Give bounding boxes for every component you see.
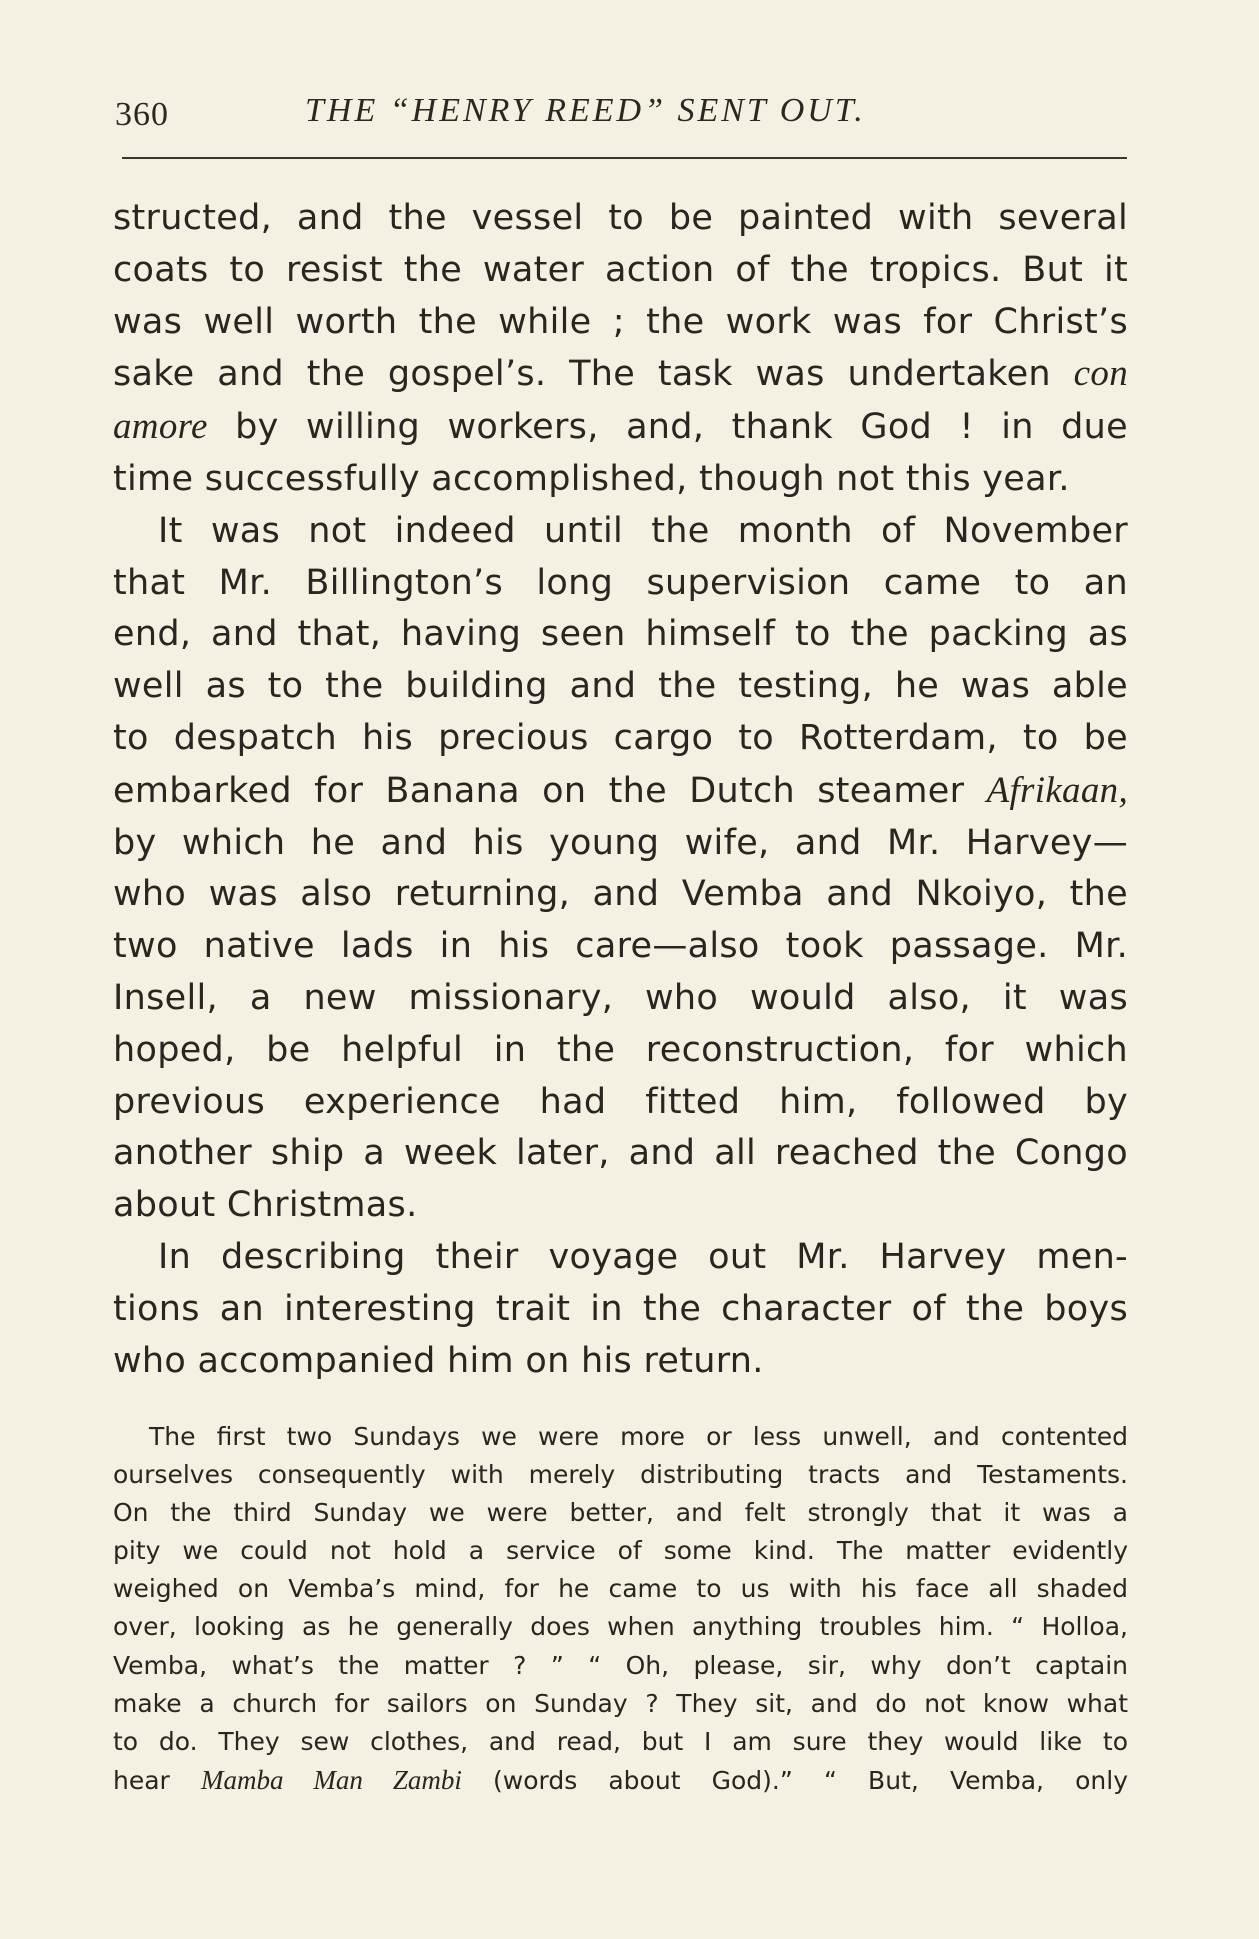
text-line: who accompanied him on his return. bbox=[113, 1340, 764, 1381]
text-line: about Christmas. bbox=[113, 1185, 418, 1226]
text-segment: hear bbox=[113, 1765, 201, 1795]
text-line bbox=[113, 765, 1128, 818]
block-quote bbox=[113, 1418, 1128, 1800]
text-line: It was not indeed until the month of November bbox=[158, 510, 1128, 551]
italic-text: con bbox=[1073, 353, 1128, 395]
text-line bbox=[113, 401, 1128, 454]
text-line: end, and that, having seen himself to the packing as bbox=[113, 614, 1128, 655]
quote-line: On the third Sunday we were better, and felt strongly that it was a bbox=[113, 1498, 1128, 1528]
text-line: was well worth the while ; the work was for Christ’s bbox=[113, 301, 1128, 342]
quote-line: to do. They sew clothes, and read, but I am sure they would like to bbox=[113, 1726, 1128, 1756]
quote-line: weighed on Vemba’s mind, for he came to us with his face all shaded bbox=[113, 1574, 1128, 1604]
italic-text: Mamba Man Zambi bbox=[200, 1764, 462, 1795]
text-segment: by willing workers, and, thank God ! in due bbox=[207, 407, 1128, 448]
text-line: In describing their voyage out Mr. Harvey men- bbox=[158, 1236, 1128, 1277]
quote-line: make a church for sailors on Sunday ? They sit, and do not know what bbox=[113, 1688, 1128, 1718]
quote-line: ourselves consequently with merely distributing tracts and Testaments. bbox=[113, 1460, 1128, 1490]
quote-line: The first two Sundays we were more or less unwell, and contented bbox=[149, 1422, 1128, 1451]
text-line: previous experience had fitted him, followed by bbox=[113, 1081, 1128, 1122]
quote-line: Vemba, what’s the matter ? ” “ Oh, please, sir, why don’t captain bbox=[113, 1650, 1128, 1680]
text-line: two native lads in his care—also took passage. Mr. bbox=[113, 926, 1128, 967]
text-line: that Mr. Billington’s long supervision came to an bbox=[113, 562, 1128, 603]
quote-line: pity we could not hold a service of some kind. The matter evidently bbox=[113, 1536, 1128, 1566]
quote-line bbox=[113, 1761, 1128, 1800]
header-rule bbox=[122, 157, 1127, 159]
text-line bbox=[113, 348, 1128, 401]
text-line: by which he and his young wife, and Mr. Harvey— bbox=[113, 822, 1128, 863]
quote-line: over, looking as he generally does when anything troubles him. “ Holloa, bbox=[113, 1612, 1128, 1642]
text-segment: (words about God).” “ But, Vemba, only bbox=[461, 1765, 1128, 1795]
text-line: Insell, a new missionary, who would also, it was bbox=[113, 977, 1128, 1018]
text-line: tions an interesting trait in the character of the boys bbox=[113, 1288, 1128, 1329]
text-line: structed, and the vessel to be painted with several bbox=[113, 198, 1128, 238]
text-line: time successfully accomplished, though not this year. bbox=[113, 458, 1070, 499]
italic-text: amore bbox=[113, 406, 208, 448]
page-number: 360 bbox=[115, 96, 169, 133]
italic-text: Afrikaan, bbox=[986, 769, 1128, 811]
text-line: another ship a week later, and all reached the Congo bbox=[113, 1133, 1128, 1174]
text-segment: sake and the gospel’s. The task was undertaken bbox=[113, 354, 1074, 395]
text-line: hoped, be helpful in the reconstruction, for which bbox=[113, 1029, 1128, 1070]
text-line: to despatch his precious cargo to Rotterdam, to be bbox=[113, 717, 1128, 758]
text-line: well as to the building and the testing, he was able bbox=[113, 666, 1128, 707]
body-text bbox=[113, 193, 1128, 1387]
text-segment: embarked for Banana on the Dutch steamer bbox=[113, 770, 987, 811]
text-line: who was also returning, and Vemba and Nkoiyo, the bbox=[113, 874, 1128, 915]
text-line: coats to resist the water action of the tropics. But it bbox=[113, 249, 1128, 290]
running-title: THE “HENRY REED” SENT OUT. bbox=[305, 92, 866, 129]
